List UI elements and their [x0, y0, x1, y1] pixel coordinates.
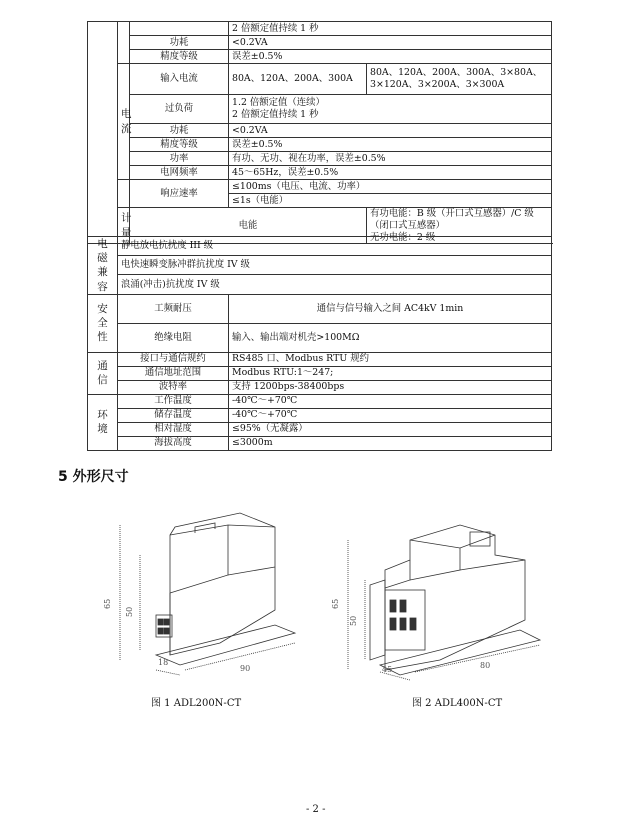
energy-value: 有功电能：B 级（开口式互感器）/C 级（闭口式互感器） 无功电能：2 级 — [367, 208, 552, 244]
interface-value: RS485 口、Modbus RTU 规约 — [229, 352, 552, 366]
section-title: 5 外形尺寸 — [58, 469, 129, 485]
blank-subgroup-cell-2 — [118, 180, 130, 208]
emc-item-3: 浪涌(冲击)抗扰度 IV 级 — [118, 275, 552, 294]
figure2-caption: 图 2 ADL400N-CT — [412, 698, 503, 709]
row1-value: 2 倍额定值持续 1 秒 — [229, 22, 552, 36]
active-power-value: 有功、无功、视在功率，误差±0.5% — [229, 152, 552, 166]
power-label: 功耗 — [130, 36, 229, 50]
humidity-label: 相对湿度 — [118, 422, 229, 436]
altitude-value: ≤3000m — [229, 436, 552, 450]
address-value: Modbus RTU:1～247; — [229, 366, 552, 380]
figure2-drawing — [330, 510, 560, 685]
frequency-label: 电网频率 — [130, 166, 229, 180]
insulation-label: 绝缘电阻 — [118, 323, 229, 352]
humidity-value: ≤95%（无凝露） — [229, 422, 552, 436]
figure1-drawing — [100, 505, 315, 680]
blank-group-cell — [88, 22, 118, 244]
fig2-dim-inner: 50 — [349, 615, 358, 626]
accuracy-value: 误差±0.5% — [229, 50, 552, 64]
power2-value: <0.2VA — [229, 124, 552, 138]
emc-item-1: 静电放电抗扰度 III 级 — [118, 237, 552, 256]
energy-label: 电能 — [130, 208, 367, 244]
fig1-dim-depth: 18 — [158, 658, 169, 667]
safety-section: 安 全 性 — [88, 294, 118, 352]
fig2-dim-depth: 45 — [382, 665, 393, 674]
emc-item-2: 电快速瞬变脉冲群抗扰度 IV 级 — [118, 256, 552, 275]
work-temp-label: 工作温度 — [118, 394, 229, 408]
emc-section: 电 磁 兼 容 — [88, 237, 118, 295]
store-temp-label: 储存温度 — [118, 408, 229, 422]
overload-value: 1.2 倍额定值（连续） 2 倍额定值持续 1 秒 — [229, 95, 552, 124]
spec-table-lower — [87, 236, 552, 451]
overload-label: 过负荷 — [130, 95, 229, 124]
spec-table — [87, 21, 552, 244]
current-section: 电 流 — [118, 64, 130, 180]
power-value: <0.2VA — [229, 36, 552, 50]
blank-label-cell — [130, 22, 229, 36]
withstand-label: 工频耐压 — [118, 294, 229, 323]
withstand-value: 通信与信号输入之间 AC4kV 1min — [229, 294, 552, 323]
baud-label: 波特率 — [118, 380, 229, 394]
fig2-dim-width: 80 — [480, 661, 491, 670]
store-temp-value: -40℃～+70℃ — [229, 408, 552, 422]
frequency-value: 45～65Hz，误差±0.5% — [229, 166, 552, 180]
fig1-dim-inner: 50 — [125, 606, 134, 617]
metering-section: 计 量 — [118, 208, 130, 244]
insulation-value: 输入、输出端对机壳>100MΩ — [229, 323, 552, 352]
fig1-dim-width: 90 — [240, 664, 251, 673]
fig1-dim-height: 65 — [103, 598, 112, 609]
input-current-label: 输入电流 — [130, 64, 229, 95]
interface-label: 接口与通信规约 — [118, 352, 229, 366]
fig2-dim-height: 65 — [331, 598, 340, 609]
comm-section: 通 信 — [88, 352, 118, 394]
blank-subgroup-cell — [118, 22, 130, 64]
accuracy2-value: 误差±0.5% — [229, 138, 552, 152]
input-current-value-b: 80A、120A、200A、300A、3×80A、3×120A、3×200A、3×300A — [367, 64, 552, 95]
response-value-2: ≤1s（电能） — [229, 194, 552, 208]
accuracy-label: 精度等级 — [130, 50, 229, 64]
response-value-1: ≤100ms（电压、电流、功率） — [229, 180, 552, 194]
env-section: 环 境 — [88, 394, 118, 450]
baud-value: 支持 1200bps-38400bps — [229, 380, 552, 394]
power2-label: 功耗 — [130, 124, 229, 138]
active-power-label: 功率 — [130, 152, 229, 166]
address-label: 通信地址范围 — [118, 366, 229, 380]
input-current-value-a: 80A、120A、200A、300A — [229, 64, 367, 95]
response-label: 响应速率 — [130, 180, 229, 208]
accuracy2-label: 精度等级 — [130, 138, 229, 152]
figure1-caption: 图 1 ADL200N-CT — [151, 698, 242, 709]
work-temp-value: -40℃～+70℃ — [229, 394, 552, 408]
altitude-label: 海拔高度 — [118, 436, 229, 450]
page-number: - 2 - — [306, 804, 326, 815]
